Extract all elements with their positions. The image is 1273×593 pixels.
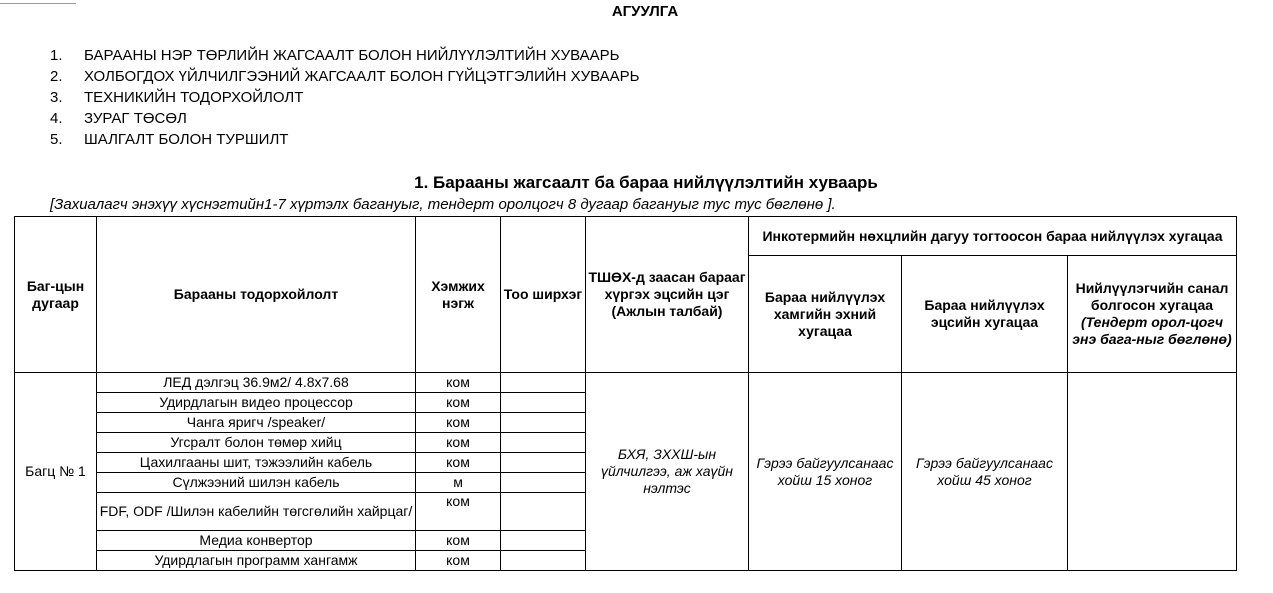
toc-item-number: 1. [50,47,63,64]
item-unit: ком [416,531,501,551]
toc-item-number: 5. [50,131,63,148]
goods-schedule-table [14,216,1237,571]
header-quantity: Тоо ширхэг [501,217,586,373]
destination-cell: БХЯ, ЗХХШ-ын үйлчилгээ, аж хаүйн нэлтэс [586,373,749,571]
item-description: Медиа конвертор [97,531,416,551]
header-destination: ТШӨХ-д заасан бараaг хүргэх эцсийн цэг (Ажлын талбай) [586,217,749,373]
item-description: Угсралт болон төмөр хийц [97,433,416,453]
toc-title: АГУУЛГА [611,3,679,20]
toc-item-number: 4. [50,110,63,127]
header-description: Барааны тодорхойлолт [97,217,416,373]
toc-item[interactable] [50,87,639,108]
item-unit: ком [416,551,501,571]
header-final-delivery: Бараа нийлүүлэх эцсийн хугацаа [902,256,1068,373]
item-quantity [501,453,586,473]
item-description: ЛЕД дэлгэц 36.9м2/ 4.8x7.68 [97,373,416,393]
item-quantity [501,413,586,433]
toc-item-label: ШАЛГАЛТ БОЛОН ТУРШИЛТ [84,131,289,148]
toc-item[interactable] [50,129,639,150]
table-row [15,373,1237,393]
header-lot-number: Баг-цын дугаар [15,217,97,373]
item-description: Удирдлагын видео процессор [97,393,416,413]
item-unit: ком [416,413,501,433]
lot-number-cell: Багц № 1 [15,373,97,571]
toc-item-label: ХОЛБОГДОХ ҮЙЛЧИЛГЭЭНИЙ ЖАГСААЛТ БОЛОН ГҮЙЦЭТГЭЛИЙН ХУВААРЬ [84,68,640,85]
toc-item-label: ЗУРАГ ТӨСӨЛ [84,110,187,127]
item-description: Удирдлагын программ хангамж [97,551,416,571]
item-quantity [501,433,586,453]
item-description: Сүлжээний шилэн кабель [97,473,416,493]
item-unit: ком [416,393,501,413]
section-instruction: [Захиалагч энэхүү хүснэгтийн1-7 хүртэлх багануыг, тендерт оролцогч 8 дугаар багануыг тус тус бөглөнө ]. [50,196,836,213]
toc-item[interactable] [50,45,639,66]
item-description: FDF, ODF /Шилэн кабелийн төгсгөлийн хайрцаг/ [97,493,416,531]
item-quantity [501,373,586,393]
toc-item[interactable] [50,66,639,87]
item-quantity [501,551,586,571]
toc-item-label: БАРААНЫ НЭР ТӨРЛИЙН ЖАГСААЛТ БОЛОН НИЙЛҮҮЛЭЛТИЙН ХУВААРЬ [84,47,620,64]
item-description: Чанга яригч /speaker/ [97,413,416,433]
supplier-offered-date-cell[interactable] [1068,373,1237,571]
header-earliest-delivery: Бараа нийлүүлэх хамгийн эхний хугацаа [749,256,902,373]
item-quantity [501,393,586,413]
item-unit: ком [416,493,501,531]
item-unit: ком [416,433,501,453]
item-unit: м [416,473,501,493]
item-unit: ком [416,453,501,473]
toc-list [50,45,639,150]
toc-item[interactable] [50,108,639,129]
section-title: 1. Барааны жагсаалт ба бараа нийлүүлэлтийн хуваарь [414,173,878,192]
item-quantity [501,531,586,551]
header-supplier-offered-label: Нийлүүлэгчийн санал болгосон хугацаа [1075,280,1229,313]
earliest-delivery-cell: Гэрээ байгуулсанаас хойш 15 хоног [749,373,902,571]
header-supplier-offered-date [1068,256,1237,373]
toc-item-label: ТЕХНИКИЙН ТОДОРХОЙЛОЛТ [84,89,304,106]
toc-item-number: 3. [50,89,63,106]
item-unit: ком [416,373,501,393]
item-description: Цахилгааны шит, тэжээлийн кабель [97,453,416,473]
header-unit: Хэмжих нэгж [416,217,501,373]
item-quantity [501,473,586,493]
item-quantity [501,493,586,531]
toc-item-number: 2. [50,68,63,85]
final-delivery-cell: Гэрээ байгуулсанаас хойш 45 хоног [902,373,1068,571]
header-supplier-offered-note: (Тендерт орол-цогч энэ бага-ныг бөглөнө) [1072,314,1232,347]
header-incoterms-delivery: Инкотермийн нөхцлийн дагуу тогтоосон бараа нийлүүлэх хугацаа [749,217,1237,256]
